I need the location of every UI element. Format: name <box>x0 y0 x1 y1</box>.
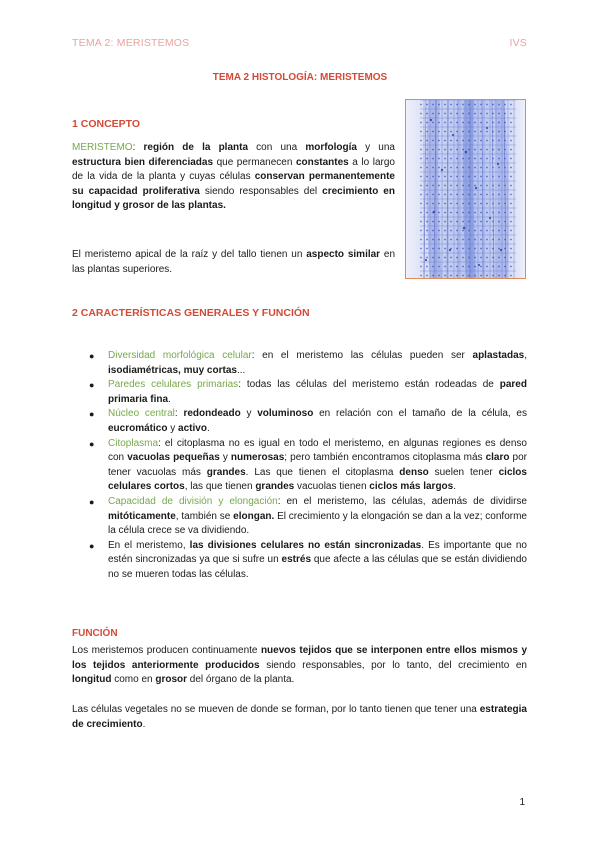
list-item: ● Núcleo central: redondeado y voluminoso en relación con el tamaño de la célula, es eucromático y activo. <box>89 408 527 434</box>
page-number: 1 <box>519 797 525 808</box>
list-item: ● Capacidad de división y elongación: en el meristemo, las células, además de dividirse mitóticamente, también se elongan. El crecimiento y la elongación se dan a la vez; conforme la célula crece se va dividiendo. <box>89 495 527 537</box>
list-item: ● En el meristemo, las divisiones celulares no están sincronizadas. Es importante que no estén sincronizadas ya que si sufre un estrés que afecte a las células que se están dividiendo no se mueren todas las células. <box>89 539 527 580</box>
characteristics-list <box>72 349 527 583</box>
concepto-paragraph: MERISTEMO: región de la planta con una morfología y una estructura bien diferenciadas que permanecen constantes a lo largo de la vida de la planta y cuyas células conservan permanentemente su capacidad proliferativa siendo responsables del crecimiento en longitud y grosor de las plantas. <box>72 142 395 212</box>
page-title: TEMA 2 HISTOLOGÍA: MERISTEMOS <box>212 72 388 83</box>
funcion-heading: FUNCIÓN <box>72 628 118 639</box>
list-item: ● Citoplasma: el citoplasma no es igual en todo el meristemo, en algunas regiones es denso con vacuolas pequeñas y numerosas; pero también encontramos citoplasma más claro por tener vacuolas más grandes. Las que tienen el citoplasma denso suelen tener ciclos celulares cortos, las que tienen grandes vacuolas tienen ciclos más largos. <box>89 437 528 493</box>
header-title: TEMA 2: MERISTEMOS <box>72 37 190 49</box>
section-caracteristicas-heading: 2 CARACTERÍSTICAS GENERALES Y FUNCIÓN <box>72 307 310 319</box>
bullet-icon: ● <box>89 409 95 420</box>
term-meristemo: MERISTEMO <box>72 142 133 153</box>
apical-paragraph: El meristemo apical de la raíz y del tallo tienen un aspecto similar en las plantas superiores. <box>72 249 396 275</box>
meristem-micrograph <box>405 99 526 279</box>
meristem-micrograph-icon <box>406 100 526 279</box>
bullet-icon: ● <box>89 540 95 551</box>
strategy-paragraph: Las células vegetales no se mueven de donde se forman, por lo tanto tienen que tener una estrategia de crecimiento. <box>72 704 527 730</box>
bullet-icon: ● <box>89 351 95 361</box>
section-concepto-heading: 1 CONCEPTO <box>72 118 141 130</box>
bullet-icon: ● <box>89 496 95 507</box>
bullet-icon: ● <box>89 380 95 391</box>
header-initials: IVS <box>509 37 527 49</box>
funcion-paragraph: Los meristemos producen continuamente nuevos tejidos que se interponen entre ellos mismos y los tejidos anteriormente producidos siendo responsables, por lo tanto, del crecimiento en longitud como en grosor del órgano de la planta. <box>72 645 527 686</box>
bullet-icon: ● <box>89 438 95 449</box>
list-item: ● Diversidad morfológica celular: en el meristemo las células pueden ser aplastadas, isodiamétricas, muy cortas... <box>89 350 527 376</box>
list-item: ● Paredes celulares primarias: todas las células del meristemo están rodeadas de pared primaria fina. <box>89 379 527 405</box>
